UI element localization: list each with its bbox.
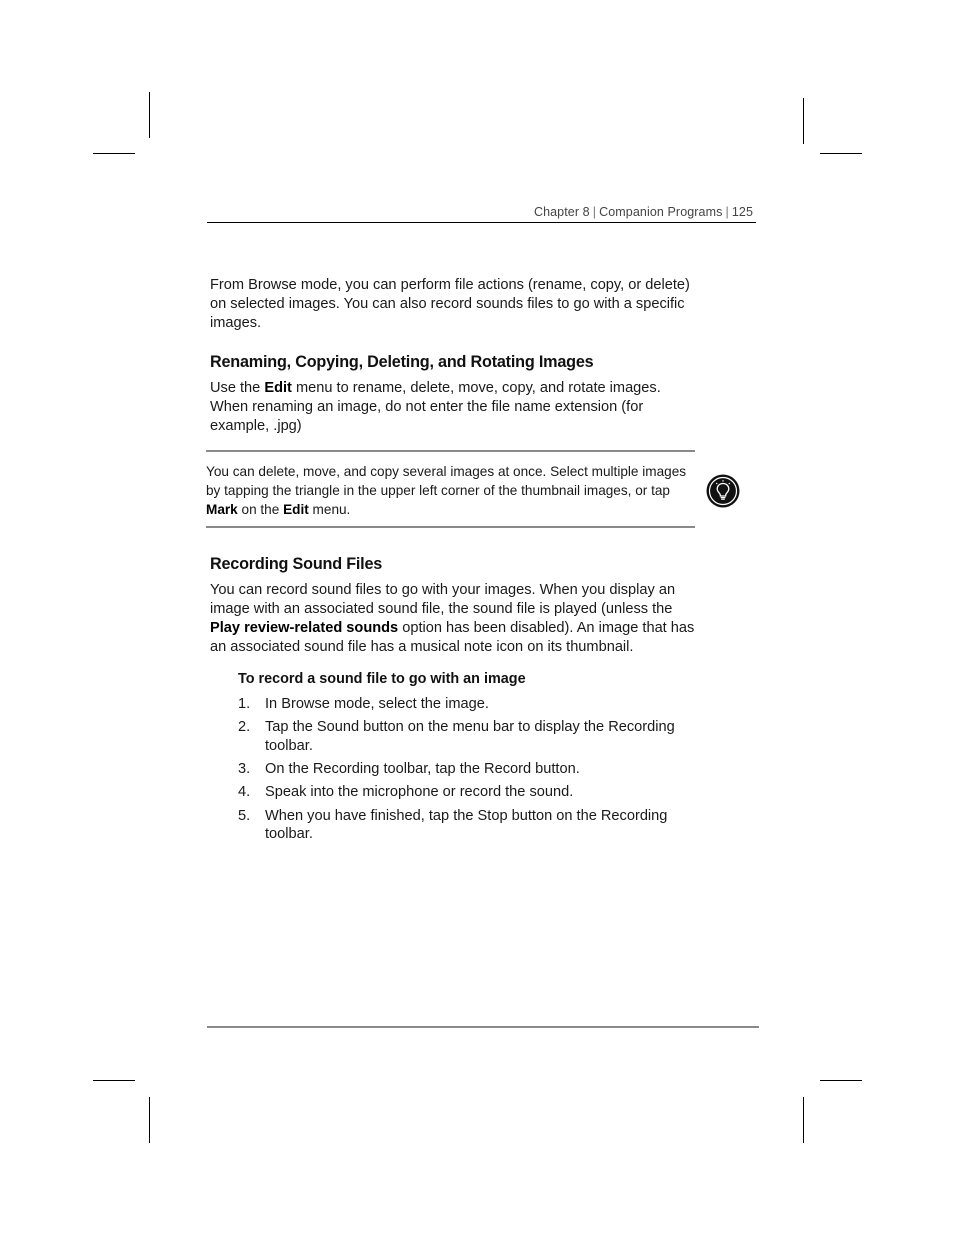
section-label: Companion Programs	[599, 205, 723, 219]
running-header	[0, 205, 753, 219]
tip-bottom-rule	[206, 526, 695, 528]
crop-mark	[93, 1080, 135, 1081]
crop-mark	[820, 153, 862, 154]
crop-mark	[803, 1097, 804, 1143]
edit-menu-term: Edit	[264, 380, 292, 396]
crop-mark	[149, 92, 150, 138]
crop-mark	[803, 98, 804, 144]
list-item: 5. When you have finished, tap the Stop button on the Recording toolbar.	[238, 807, 668, 843]
header-separator: |	[725, 205, 729, 219]
crop-mark	[820, 1080, 862, 1081]
list-item: 4. Speak into the microphone or record the sound.	[238, 784, 574, 801]
tip-text: You can delete, move, and copy several images at once. Select multiple images by tapping the triangle in the upper left corner of the thumbnail images, or tap Mark on the Edit menu.	[206, 464, 687, 517]
section-body-renaming: Use the Edit menu to rename, delete, move, copy, and rotate images. When renaming an image, do not enter the file name extension (for example, .jpg)	[210, 380, 661, 434]
edit-term: Edit	[283, 502, 309, 517]
lightbulb-icon	[706, 474, 740, 508]
section-heading-renaming: Renaming, Copying, Deleting, and Rotating Images	[210, 353, 594, 371]
section-heading-recording: Recording Sound Files	[210, 555, 383, 573]
crop-mark	[93, 153, 135, 154]
footer-rule	[207, 1026, 759, 1028]
tip-top-rule	[206, 450, 695, 452]
intro-paragraph: From Browse mode, you can perform file actions (rename, copy, or delete) on selected images. You can also record sounds files to go with a specific images.	[210, 277, 690, 331]
list-item: 2. Tap the Sound button on the menu bar to display the Recording toolbar.	[238, 719, 675, 754]
list-item: 3. On the Recording toolbar, tap the Record button.	[238, 761, 580, 778]
list-item: 1. In Browse mode, select the image.	[238, 696, 489, 712]
mark-term: Mark	[206, 502, 238, 517]
section-body-recording: You can record sound files to go with your images. When you display an image with an associated sound file, the sound file is played (unless the Play review-related sounds option has been disabled). An image that has an associated sound file has a musical note icon on its thumbnail.	[210, 582, 695, 655]
header-separator: |	[592, 205, 597, 219]
play-review-sounds-term: Play review-related sounds	[210, 620, 399, 636]
header-rule	[207, 222, 756, 223]
chapter-label: Chapter 8	[533, 205, 590, 219]
procedure-heading: To record a sound file to go with an image	[238, 671, 526, 687]
crop-mark	[149, 1097, 150, 1143]
page-number: 125	[731, 205, 753, 219]
procedure-steps	[238, 695, 688, 848]
